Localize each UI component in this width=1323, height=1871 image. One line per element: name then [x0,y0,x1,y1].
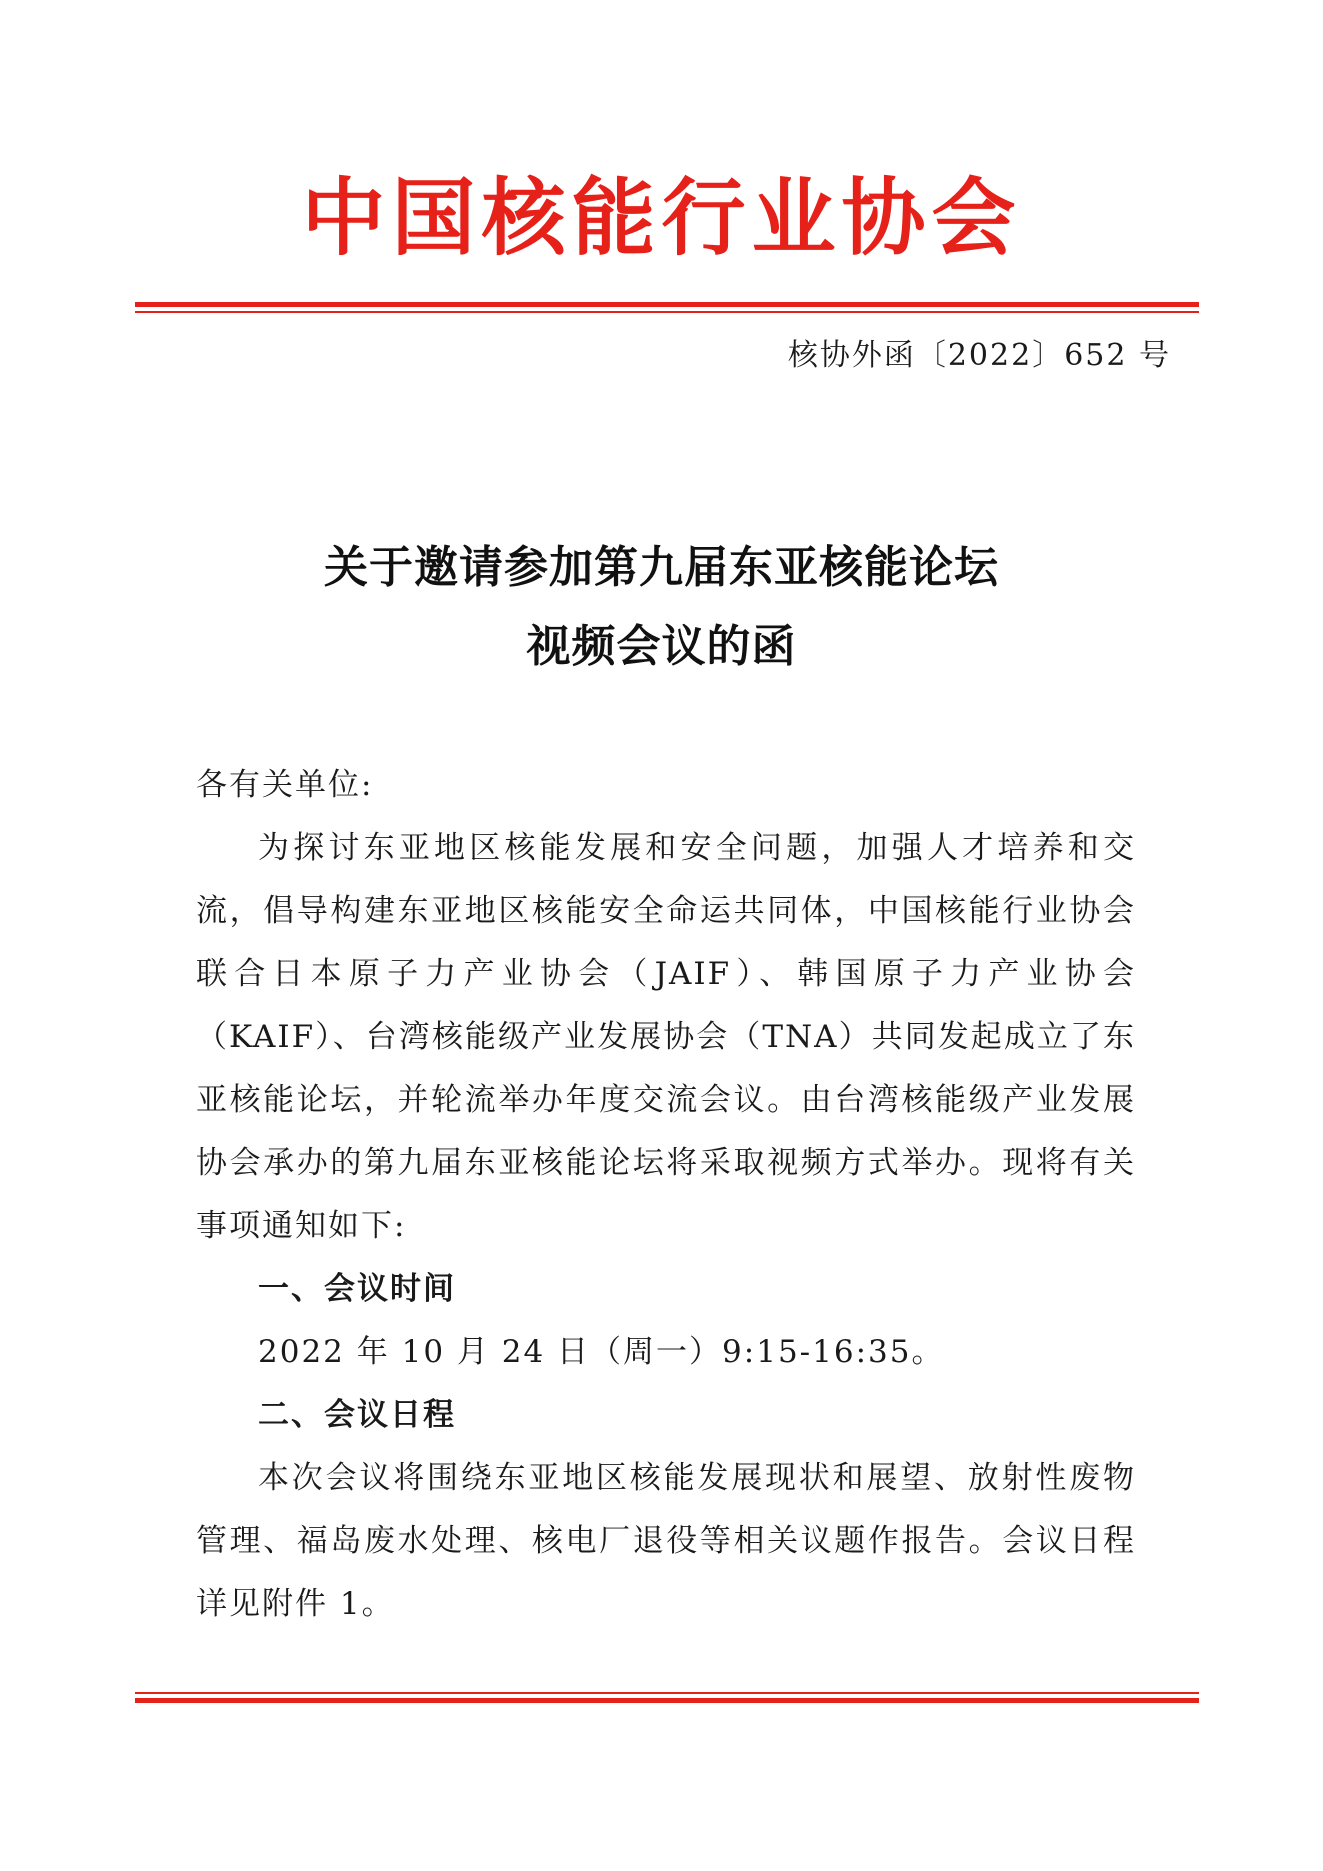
salutation: 各有关单位: [196,767,374,803]
section-heading-time: 一、会议时间 [258,1271,456,1307]
document-body [196,754,1136,1636]
section-text-time: 2022 年 10 月 24 日（周一）9:15-16:35。 [258,1334,945,1370]
org-masthead: 中国核能行业协会 [301,168,1022,267]
intro-paragraph: 为探讨东亚地区核能发展和安全问题，加强人才培养和交流，倡导构建东亚地区核能安全命运共同体，中国核能行业协会联合日本原子力产业协会（JAIF）、韩国原子力产业协会（KAIF）、台湾核能级产业发展协会（TNA）共同发起成立了东亚核能论坛，并轮流举办年度交流会议。由台湾核能级产业发展协会承办的第九届东亚核能论坛将采取视频方式举办。现将有关事项通知如下: [196,830,1136,1244]
document-title-line-1: 关于邀请参加第九届东亚核能论坛 [324,542,999,593]
section-heading-agenda: 二、会议日程 [258,1397,456,1433]
masthead-rule-thin [135,311,1199,313]
document-title-line-2: 视频会议的函 [526,621,797,672]
masthead-rule-thick [135,302,1199,307]
document-number: 核协外函〔2022〕652 号 [787,338,1171,373]
footer-rule-thick [135,1698,1199,1703]
section-text-agenda: 本次会议将围绕东亚地区核能发展现状和展望、放射性废物管理、福岛废水处理、核电厂退役等相关议题作报告。会议日程详见附件 1。 [196,1460,1136,1622]
footer-rule-thin [135,1692,1199,1694]
